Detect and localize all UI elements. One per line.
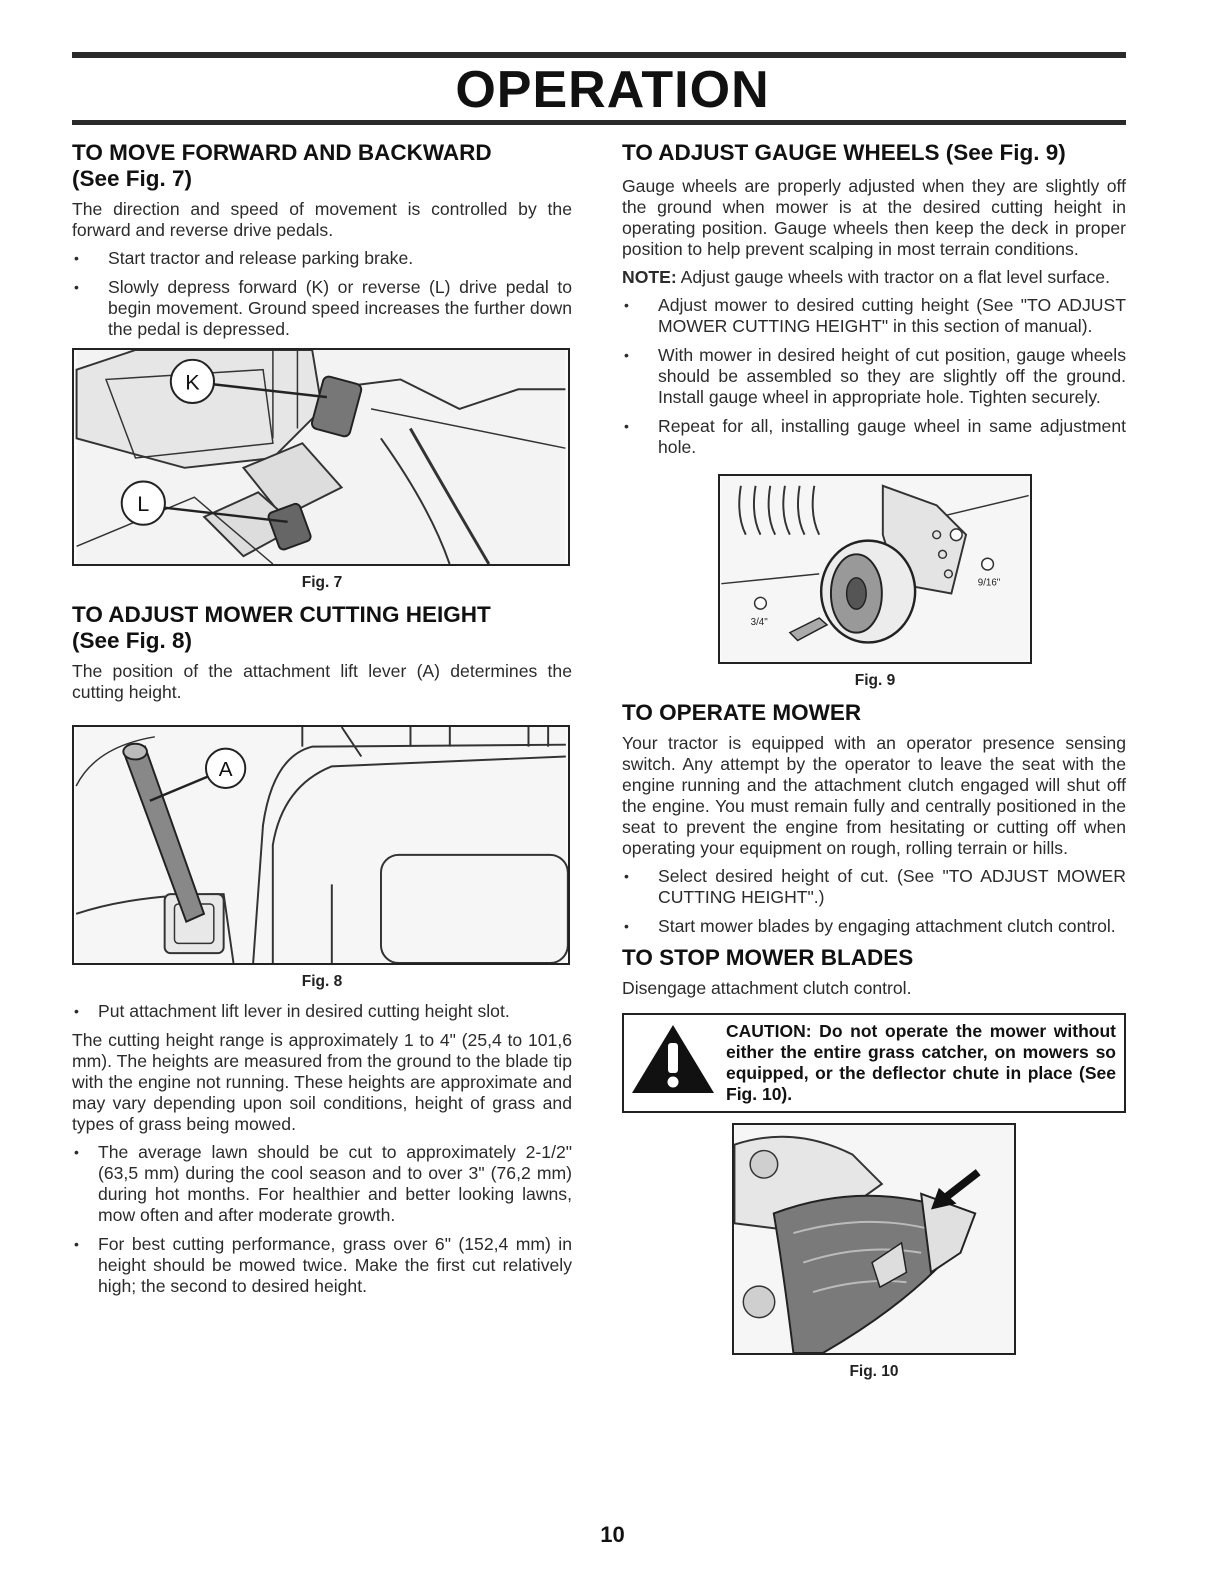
lift-lever-illustration [74, 727, 568, 963]
title-rule [72, 120, 1126, 125]
cutting-height-range: The cutting height range is approximately 1 to 4" (25,4 to 101,6 mm). The heights are measured from the ground to the blade tip with the engine not running. These heights are approximate and may vary depending upon soil conditions, height of grass and types of grass being mowed. [72, 1030, 572, 1134]
list-item: • Adjust mower to desired cutting height (See "TO ADJUST MOWER CUTTING HEIGHT" in this section of manual). [622, 295, 1126, 337]
callout-k: K [185, 369, 200, 395]
section-heading-cutting-height: TO ADJUST MOWER CUTTING HEIGHT (See Fig. 8) [72, 602, 491, 653]
list-item: • The average lawn should be cut to approximately 2-1/2" (63,5 mm) during the cool season and to over 3" (76,2 mm) during hot months. For healthier and better looking lawns, mow often and after moderate growth. [72, 1142, 572, 1226]
move-intro: The direction and speed of movement is controlled by the forward and reverse drive pedals. [72, 199, 572, 240]
page-title: OPERATION [455, 61, 770, 119]
caution-text: CAUTION: Do not operate the mower without either the entire grass catcher, on mowers so equipped, or the deflector chute in place (See Fig. 10). [726, 1021, 1116, 1104]
left-column [72, 140, 572, 1305]
stop-blades-intro: Disengage attachment clutch control. [622, 978, 912, 998]
figure-10-deflector-chute [732, 1123, 1016, 1355]
list-item: • Repeat for all, installing gauge wheel in same adjustment hole. [622, 416, 1126, 458]
callout-a: A [218, 758, 233, 782]
list-item: • For best cutting performance, grass over 6" (152,4 mm) in height should be mowed twice. Make the first cut relatively high; the second to desired height. [72, 1234, 572, 1297]
section-heading-stop-blades: TO STOP MOWER BLADES [622, 945, 914, 970]
warning-triangle-icon [630, 1021, 716, 1095]
right-column [622, 140, 1126, 1391]
lift-lever-steps [72, 1001, 572, 1022]
section-heading-move: TO MOVE FORWARD AND BACKWARD (See Fig. 7) [72, 140, 492, 191]
list-item: • Slowly depress forward (K) or reverse (L) drive pedal to begin movement. Ground speed increases the further down the pedal is depressed. [72, 277, 572, 340]
figure-8-lift-lever [72, 725, 570, 965]
operate-mower-steps [622, 866, 1126, 937]
gauge-wheel-illustration [720, 476, 1030, 662]
caution-box [622, 1013, 1126, 1113]
section-heading-gauge-wheels: TO ADJUST GAUGE WHEELS (See Fig. 9) [622, 140, 1066, 165]
figure-9-caption: Fig. 9 [854, 672, 896, 689]
gauge-wheels-note: NOTE: Adjust gauge wheels with tractor on a flat level surface. [622, 267, 1110, 287]
figure-9-gauge-wheel [718, 474, 1032, 664]
figure-7-drive-pedals [72, 348, 570, 566]
list-item: • Start tractor and release parking brake. [72, 248, 572, 269]
cutting-height-intro: The position of the attachment lift lever (A) determines the cutting height. [72, 661, 572, 702]
pedals-illustration [74, 350, 568, 564]
list-item: • Select desired height of cut. (See "TO ADJUST MOWER CUTTING HEIGHT".) [622, 866, 1126, 908]
move-steps [72, 248, 572, 340]
figure-8-caption: Fig. 8 [301, 973, 343, 990]
hole-label-9-16: 9/16" [977, 577, 1001, 589]
deflector-chute-illustration [734, 1125, 1014, 1353]
figure-7-caption: Fig. 7 [301, 574, 343, 591]
list-item: • Start mower blades by engaging attachment clutch control. [622, 916, 1126, 937]
list-item: • With mower in desired height of cut position, gauge wheels should be assembled so they are slightly off the ground. Install gauge wheel in appropriate hole. Tighten securely. [622, 345, 1126, 408]
gauge-wheels-intro: Gauge wheels are properly adjusted when they are slightly off the ground when mower is at the desired cutting height in operating position. Gauge wheels then keep the deck in proper position to help prevent scalping in most terrain conditions. [622, 176, 1126, 259]
gauge-wheels-steps [622, 295, 1126, 458]
top-rule [72, 52, 1126, 58]
operate-mower-intro: Your tractor is equipped with an operator presence sensing switch. Any attempt by the operator to leave the seat with the engine running and the attachment clutch engaged will shut off the engine. You must remain fully and centrally positioned in the seat to prevent the engine from hesitating or cutting off when operating your equipment on rough, rolling terrain or hills. [622, 733, 1126, 858]
callout-l: L [137, 490, 150, 516]
list-item: • Put attachment lift lever in desired cutting height slot. [72, 1001, 572, 1022]
page-number: 10 [600, 1522, 625, 1547]
mowing-tips [72, 1142, 572, 1297]
figure-10-caption: Fig. 10 [849, 1363, 899, 1380]
section-heading-operate-mower: TO OPERATE MOWER [622, 700, 862, 725]
hole-label-3-4: 3/4" [750, 616, 768, 628]
